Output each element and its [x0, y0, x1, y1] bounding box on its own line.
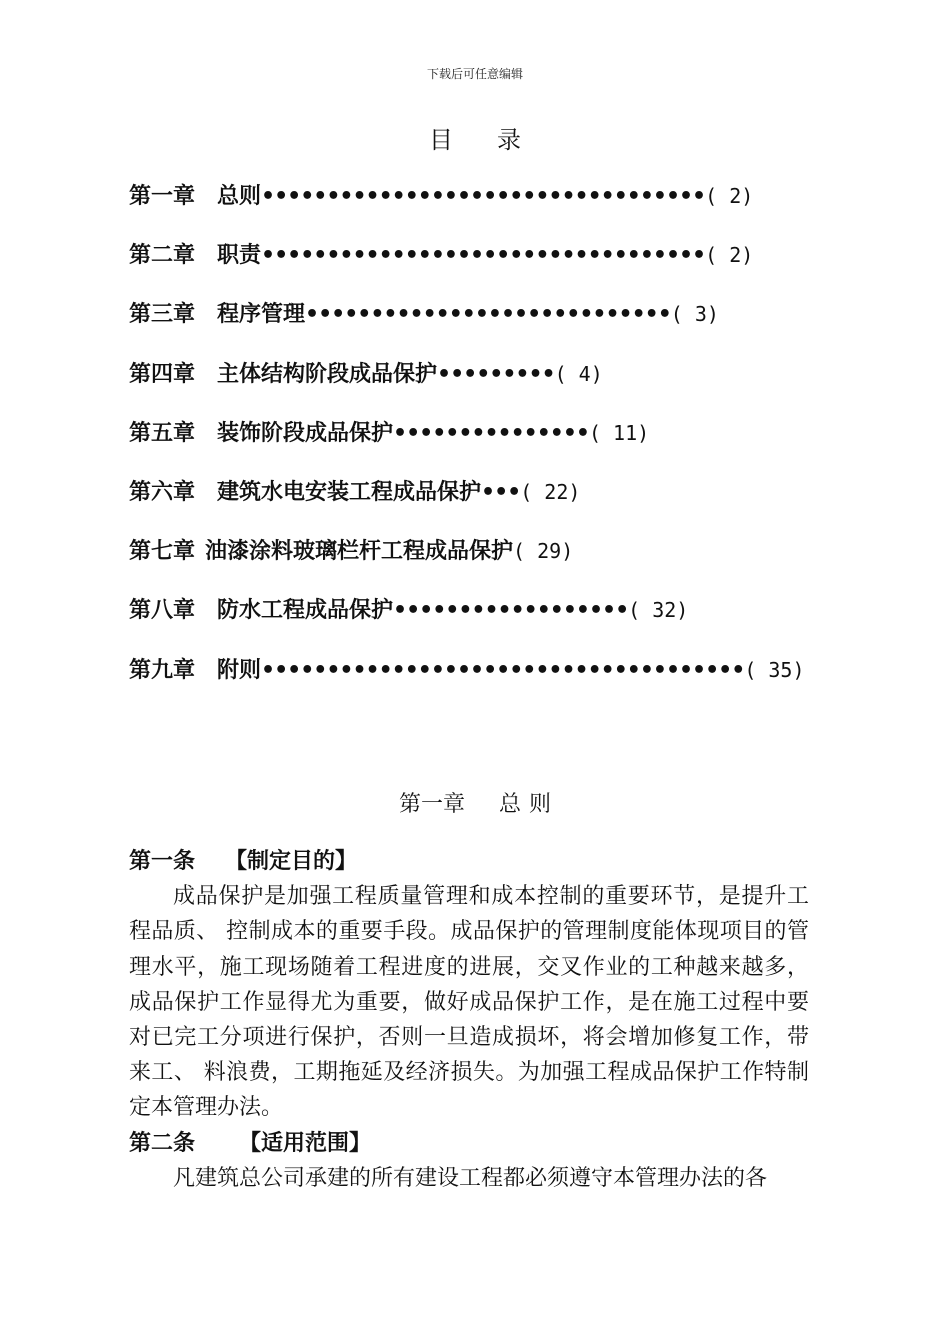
chapter-title-b: 则 — [529, 792, 552, 817]
toc-entry[interactable] — [129, 474, 849, 533]
toc-chapter-name: 防水工程成品保护 — [217, 598, 394, 624]
toc-chapter-name: 主体结构阶段成品保护 — [217, 361, 438, 387]
toc-leader: •••••••••••••••••• — [393, 598, 629, 624]
toc-page: ( 2) — [705, 243, 754, 268]
chapter-number: 第一章 — [398, 792, 465, 817]
toc-entry[interactable] — [129, 356, 849, 415]
toc-chapter: 第八章 — [129, 598, 196, 624]
article-title: 【制定目的】 — [225, 849, 358, 874]
article-heading — [129, 1126, 809, 1161]
toc-leader: ••••••••••••••••••••••••••••••••••••• — [261, 657, 745, 683]
toc-leader: ••••••••• — [437, 361, 555, 387]
toc-chapter-name: 职责 — [217, 243, 262, 269]
toc-chapter: 第六章 — [129, 479, 196, 505]
toc-entry[interactable] — [129, 178, 849, 237]
toc-title-left: 目 — [429, 126, 453, 154]
toc-entry[interactable] — [129, 652, 849, 711]
toc-chapter: 第二章 — [129, 243, 196, 269]
toc-title — [0, 120, 950, 155]
toc-chapter-name: 程序管理 — [217, 302, 306, 328]
table-of-contents — [129, 178, 849, 711]
toc-entry[interactable] — [129, 237, 849, 296]
article-heading — [129, 844, 809, 879]
header-note: 下载后可任意编辑 — [426, 67, 523, 81]
toc-leader: •••••••••••••••••••••••••••••••••• — [261, 184, 706, 209]
toc-chapter: 第三章 — [129, 302, 196, 328]
toc-chapter: 第四章 — [129, 361, 196, 387]
toc-chapter-name: 装饰阶段成品保护 — [217, 420, 394, 446]
article-paragraph: 成品保护是加强工程质量管理和成本控制的重要环节，是提升工程品质、 控制成本的重要手段。成品保护的管理制度能体现项目的管理水平，施工现场随着工程进度的进展，交叉作业的工种越来越多，成品保护工作显得尤为重要，做好成品保护工作，是在施工过程中要对已完工分项进行保护，否则一旦造成损坏，将会增加修复工作，带来工、 料浪费，工期拖延及经济损失。为加强工程成品保护工作特制定本管理办法。 — [129, 884, 809, 1121]
toc-page: ( 2) — [705, 184, 754, 208]
article-paragraph: 凡建筑总公司承建的所有建设工程都必须遵守本管理办法的各 — [173, 1165, 768, 1191]
chapter-body — [129, 844, 809, 1196]
toc-page: ( 22) — [520, 479, 581, 504]
toc-chapter-name: 油漆涂料玻璃栏杆工程成品保护 — [205, 539, 514, 565]
toc-entry[interactable] — [129, 533, 849, 592]
toc-chapter: 第九章 — [129, 657, 196, 683]
toc-entry[interactable] — [129, 296, 849, 355]
article-number: 第一条 — [129, 849, 196, 874]
toc-chapter-name: 建筑水电安装工程成品保护 — [217, 479, 482, 505]
toc-leader: ••• — [481, 479, 521, 505]
toc-leader: ••••••••••••••• — [393, 420, 589, 446]
toc-chapter: 第五章 — [129, 420, 196, 446]
article-title: 【适用范围】 — [239, 1130, 372, 1156]
chapter-heading — [0, 787, 950, 818]
toc-chapter: 第一章 — [129, 184, 196, 209]
toc-title-right: 录 — [497, 126, 521, 154]
toc-entry[interactable] — [129, 415, 849, 474]
toc-page: ( 4) — [554, 361, 603, 386]
toc-chapter-name: 总则 — [217, 184, 262, 209]
toc-page: ( 32) — [628, 598, 689, 623]
chapter-title-a: 总 — [498, 792, 521, 817]
toc-page: ( 35) — [744, 657, 805, 682]
toc-entry[interactable] — [129, 592, 849, 651]
toc-chapter: 第七章 — [129, 539, 196, 565]
toc-leader: •••••••••••••••••••••••••••••••••• — [261, 243, 706, 269]
toc-leader: •••••••••••••••••••••••••••• — [305, 302, 671, 328]
toc-page: ( 29) — [513, 539, 574, 564]
toc-chapter-name: 附则 — [217, 657, 262, 683]
article-number: 第二条 — [129, 1130, 196, 1156]
toc-page: ( 3) — [670, 302, 719, 327]
toc-page: ( 11) — [588, 420, 650, 445]
